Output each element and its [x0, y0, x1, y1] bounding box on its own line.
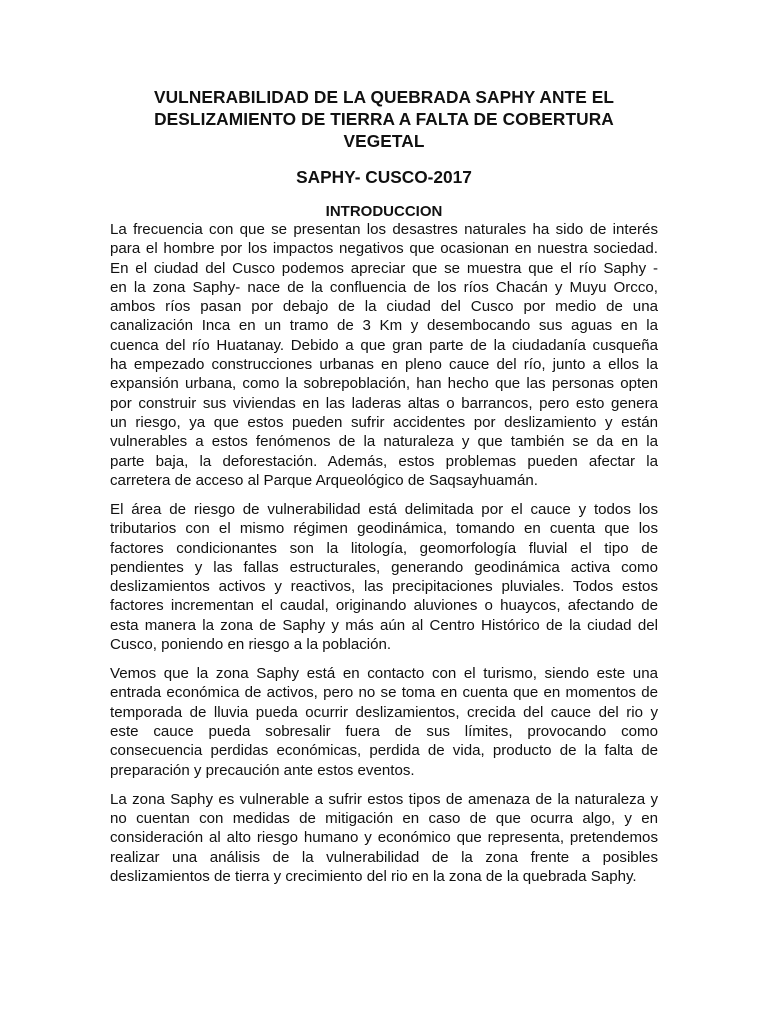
text-line: pendientes y las fallas estructurales, generando geodinámica activa como	[110, 558, 658, 576]
text-line: tributarios con el mismo régimen geodinámica, tomando en cuenta que los	[110, 520, 658, 538]
text-line: ambos ríos pasan por debajo de la ciudad del Cusco por medio de una	[110, 298, 658, 316]
title-line: DESLIZAMIENTO DE TIERRA A FALTA DE COBERTURA	[154, 109, 614, 129]
text-line: deslizamientos de tierra y crecimiento del rio en la zona de la quebrada Saphy.	[110, 867, 637, 885]
text-line: no cuentan con medidas de mitigación en caso de que ocurra algo, y en	[110, 810, 658, 827]
text-line: Vemos que la zona Saphy está en contacto con el turismo, siendo este una	[110, 665, 658, 683]
text-line: para el hombre por los impactos negativos que ocasionan en nuestra sociedad.	[110, 240, 658, 258]
section-heading-introduccion: INTRODUCCION	[325, 203, 443, 220]
text-line: El área de riesgo de vulnerabilidad está delimitada por el cauce y todos los	[110, 500, 658, 518]
text-line: expansión urbana, como la sobrepoblación, han hecho que las personas opten	[110, 375, 658, 393]
text-line: temporada de lluvia pueda ocurrir deslizamientos, crecida del cauce del rio y	[110, 703, 658, 721]
document-subtitle: SAPHY- CUSCO-2017	[296, 167, 472, 187]
title-line: VULNERABILIDAD DE LA QUEBRADA SAPHY ANTE EL	[153, 87, 615, 107]
text-line: deslizamientos activos y reactivos, las precipitaciones pluviales. Todos estos	[110, 578, 658, 596]
paragraph-3	[110, 664, 658, 780]
text-line: esta manera la zona de Saphy y más aún al Centro Histórico de la ciudad del	[110, 616, 658, 634]
text-line: En el ciudad del Cusco podemos apreciar que se muestra que el río Saphy -	[110, 259, 658, 277]
text-line: canalización Inca en un tramo de 3 Km y desembocando sus aguas en la	[110, 317, 658, 335]
text-line: parte baja, la deforestación. Además, estos problemas pueden afectar la	[110, 452, 658, 470]
text-line: este cauce pueda sobresalir fuera de sus límites, provocando como	[110, 723, 658, 741]
text-line: preparación y precaución ante estos eventos.	[110, 761, 415, 779]
text-line: factores incrementan el caudal, originando aluviones o huaycos, afectando de	[110, 597, 658, 615]
text-line: ha empezado construcciones urbanas en pleno cauce del río, junto a ellos la	[110, 356, 658, 374]
paragraph-1	[110, 220, 658, 490]
document-title	[110, 86, 658, 152]
text-line: La frecuencia con que se presentan los desastres naturales ha sido de interés	[110, 221, 658, 238]
text-line: entrada económica de activos, pero no se toma en cuenta que en momentos de	[110, 684, 658, 702]
text-line: consecuencia perdidas económicas, perdida de vida, producto de la falta de	[110, 742, 658, 760]
text-line: Cusco, poniendo en riesgo a la población.	[110, 636, 392, 654]
text-line: un riesgo, ya que estos pueden sufrir accidentes por deslizamiento y están	[110, 413, 658, 431]
text-line: carretera de acceso al Parque Arqueológico de Saqsayhuamán.	[110, 471, 538, 489]
text-line: por construir sus viviendas en las laderas altas o barrancos, pero esto genera	[110, 394, 658, 412]
text-line: cuenca del río Huatanay. Debido a que gran parte de la ciudadanía cusqueña	[110, 336, 658, 354]
paragraph-2	[110, 500, 658, 654]
text-line: en la zona Saphy- nace de la confluencia de los ríos Chacán y Muyu Orcco,	[110, 278, 658, 296]
paragraph-4	[110, 790, 658, 886]
text-line: realizar una análisis de la vulnerabilidad de la zona frente a posibles	[110, 848, 658, 866]
text-line: La zona Saphy es vulnerable a sufrir estos tipos de amenaza de la naturaleza y	[110, 790, 658, 808]
text-line: consideración al alto riesgo humano y económico que representa, pretendemos	[110, 829, 658, 847]
body-text	[110, 220, 658, 886]
text-line: factores condicionantes son la litología, geomorfología fluvial el tipo de	[110, 539, 658, 557]
title-line: VEGETAL	[343, 131, 425, 151]
text-line: vulnerables a estos fenómenos de la naturaleza y que también se da en la	[110, 433, 658, 451]
